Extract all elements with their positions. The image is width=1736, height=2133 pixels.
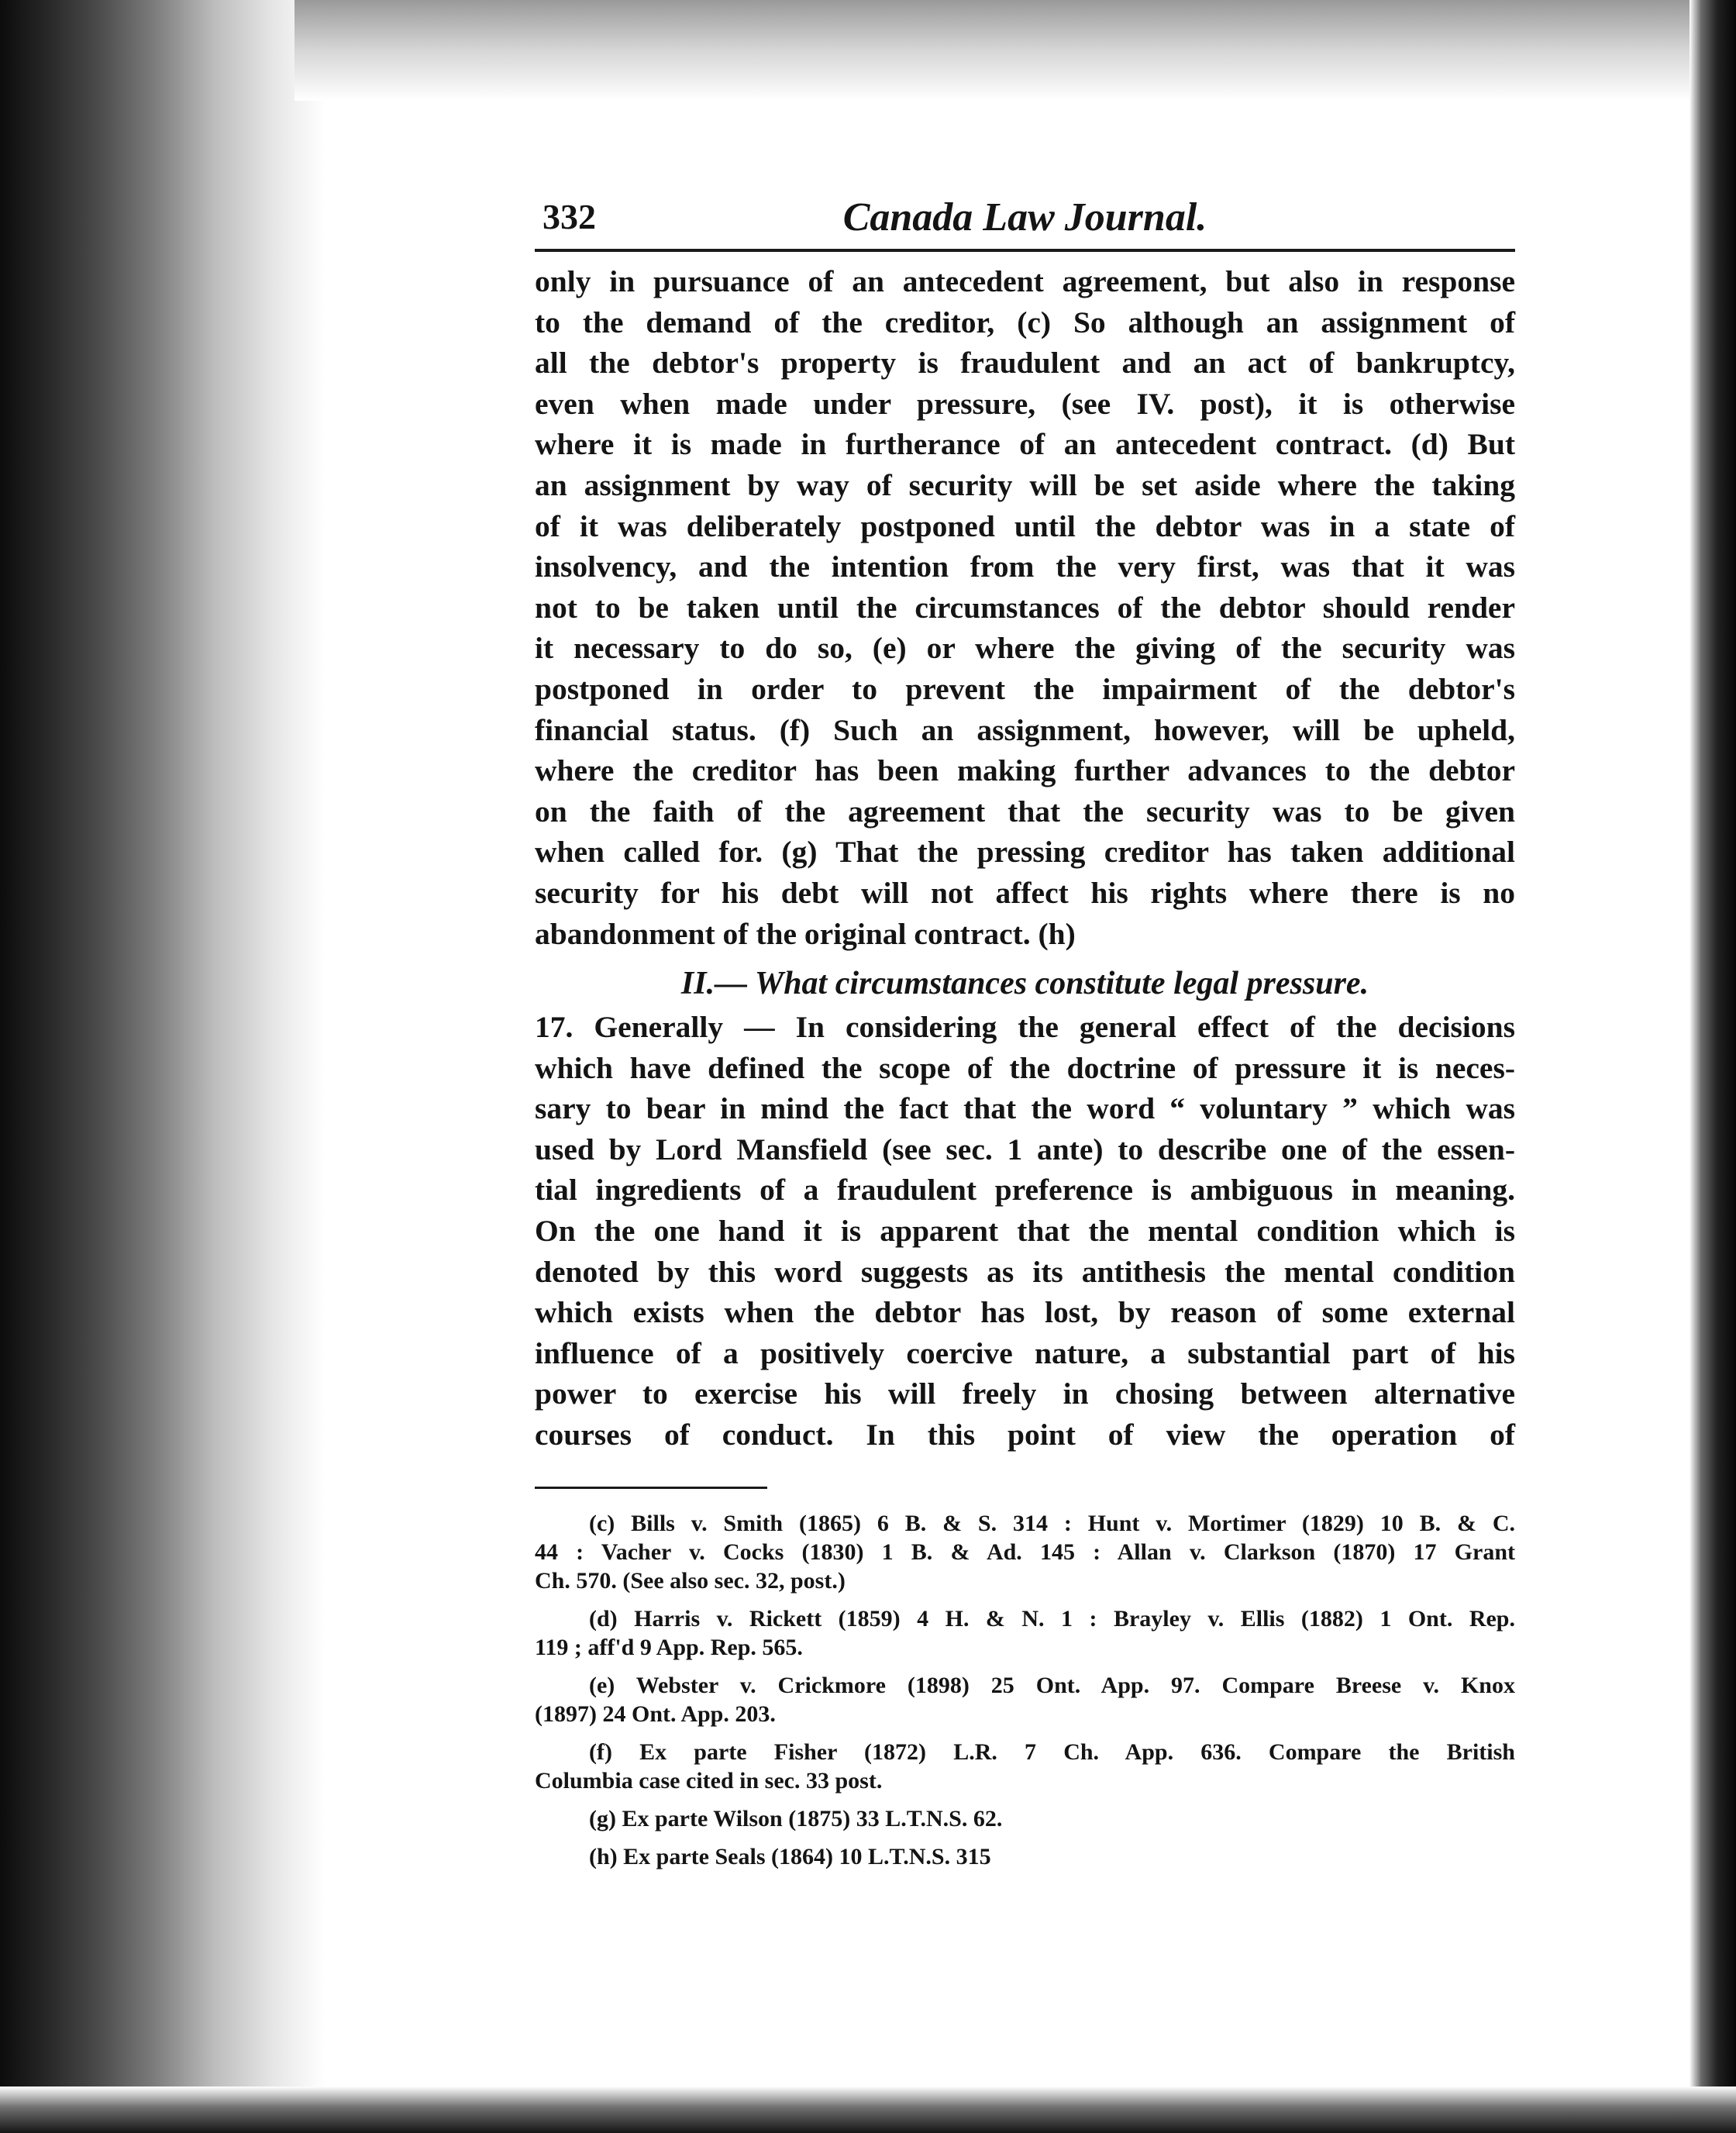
footnote-line: (e) Webster v. Crickmore (1898) 25 Ont. App. 97. Compare Breese v. Knox	[589, 1672, 1515, 1698]
text-line: where the creditor has been making further advances to the debtor	[535, 753, 1515, 788]
text-line: it necessary to do so, (e) or where the giving of the security was	[535, 631, 1515, 666]
text-line: security for his debt will not affect his rights where there is no	[535, 875, 1515, 910]
footnote-line: (f) Ex parte Fisher (1872) L.R. 7 Ch. App. 636. Compare the British	[589, 1738, 1515, 1765]
footnote-d	[535, 1604, 1515, 1662]
footnote-line: Columbia case cited in sec. 33 post.	[535, 1767, 883, 1794]
scan-shadow-top	[294, 0, 1690, 101]
text-line: insolvency, and the intention from the very first, was that it was	[535, 550, 1515, 584]
text-line: denoted by this word suggests as its antithesis the mental condition	[535, 1254, 1515, 1289]
footnote-g	[535, 1804, 1515, 1833]
footnote-line: 44 : Vacher v. Cocks (1830) 1 B. & Ad. 145 : Allan v. Clarkson (1870) 17 Grant	[535, 1539, 1515, 1565]
running-head	[535, 190, 1515, 252]
scan-shadow-left	[0, 0, 326, 2133]
footnote-h	[535, 1842, 1515, 1871]
footnote-line: (g) Ex parte Wilson (1875) 33 L.T.N.S. 62.	[589, 1805, 1003, 1831]
scan-shadow-bottom	[0, 2086, 1736, 2133]
text-line: which have defined the scope of the doctrine of pressure it is neces-	[535, 1050, 1515, 1085]
footnote-line: 119 ; aff'd 9 App. Rep. 565.	[535, 1634, 803, 1660]
text-line: power to exercise his will freely in chosing between alternative	[535, 1377, 1515, 1411]
text-line: only in pursuance of an antecedent agreement, but also in response	[535, 264, 1515, 298]
book-page	[535, 190, 1515, 1880]
text-line: even when made under pressure, (see IV. post), it is otherwise	[535, 386, 1515, 421]
text-line: not to be taken until the circumstances of the debtor should render	[535, 590, 1515, 625]
text-line: 17. Generally — In considering the general effect of the decisions	[535, 1010, 1515, 1045]
text-line: of it was deliberately postponed until the debtor was in a state of	[535, 508, 1515, 543]
text-line: On the one hand it is apparent that the mental condition which is	[535, 1214, 1515, 1249]
text-line: abandonment of the original contract. (h)	[535, 916, 1076, 951]
footnote-line: (h) Ex parte Seals (1864) 10 L.T.N.S. 315	[589, 1843, 991, 1869]
text-line: postponed in order to prevent the impairment of the debtor's	[535, 671, 1515, 706]
footnote-e	[535, 1671, 1515, 1728]
text-line: where it is made in furtherance of an antecedent contract. (d) But	[535, 427, 1515, 462]
text-line: when called for. (g) That the pressing creditor has taken additional	[535, 835, 1515, 870]
text-line: all the debtor's property is fraudulent and an act of bankruptcy,	[535, 346, 1515, 381]
footnote-rule	[535, 1487, 767, 1489]
page-number: 332	[542, 197, 596, 236]
footnote-line: (1897) 24 Ont. App. 203.	[535, 1701, 776, 1727]
text-line: used by Lord Mansfield (see sec. 1 ante) to describe one of the essen-	[535, 1132, 1515, 1166]
footnotes	[535, 1509, 1515, 1871]
text-line: financial status. (f) Such an assignment, however, will be upheld,	[535, 712, 1515, 747]
footnote-line: Ch. 570. (See also sec. 32, post.)	[535, 1567, 846, 1594]
text-line: an assignment by way of security will be set aside where the taking	[535, 467, 1515, 502]
footnote-line: (c) Bills v. Smith (1865) 6 B. & S. 314 : Hunt v. Mortimer (1829) 10 B. & C.	[589, 1510, 1515, 1536]
footnote-f	[535, 1738, 1515, 1795]
text-line: tial ingredients of a fraudulent preference is ambiguous in meaning.	[535, 1173, 1515, 1208]
paragraph-generally	[535, 1007, 1515, 1456]
text-line: to the demand of the creditor, (c) So although an assignment of	[535, 305, 1515, 339]
text-line: on the faith of the agreement that the security was to be given	[535, 794, 1515, 829]
footnote-c	[535, 1509, 1515, 1595]
journal-title: Canada Law Journal.	[842, 195, 1207, 239]
scan-shadow-right	[1690, 0, 1736, 2133]
text-line: sary to bear in mind the fact that the word “ voluntary ” which was	[535, 1091, 1515, 1126]
section-heading: II.— What circumstances constitute legal pressure.	[680, 966, 1369, 1002]
text-line: courses of conduct. In this point of view the operation of	[535, 1418, 1515, 1452]
paragraph-antecedent-agreement	[535, 261, 1515, 954]
footnote-line: (d) Harris v. Rickett (1859) 4 H. & N. 1 : Brayley v. Ellis (1882) 1 Ont. Rep.	[589, 1605, 1515, 1632]
text-line: influence of a positively coercive nature, a substantial part of his	[535, 1335, 1515, 1370]
text-line: which exists when the debtor has lost, by reason of some external	[535, 1295, 1515, 1330]
